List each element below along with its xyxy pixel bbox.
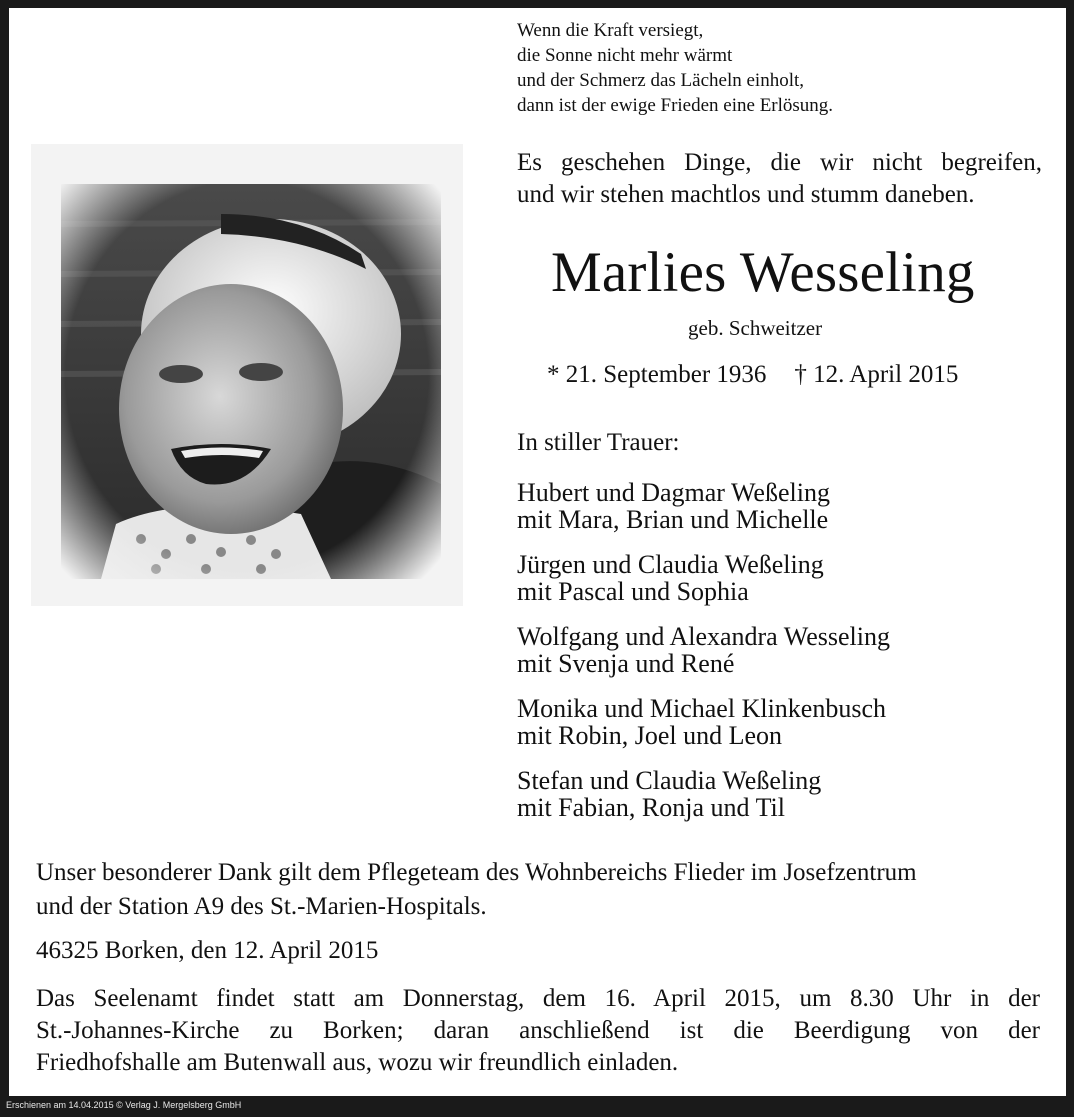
family-names: Monika und Michael Klinkenbusch	[517, 694, 886, 723]
family-names: Hubert und Dagmar Weßeling	[517, 478, 830, 507]
poem-line: die Sonne nicht mehr wärmt	[517, 45, 733, 66]
death-date: † 12. April 2015	[794, 361, 959, 388]
quote-line: Es geschehen Dinge, die wir nicht begreifen,	[517, 149, 1042, 176]
maiden-name: geb. Schweitzer	[688, 316, 823, 340]
poem-line: Wenn die Kraft versiegt,	[517, 20, 704, 41]
thanks-line: Unser besonderer Dank gilt dem Pflegeteam des Wohnbereichs Flieder im Josefzentrum	[36, 859, 917, 886]
family-entry	[517, 623, 890, 695]
thanks-text	[36, 856, 917, 924]
family-names: Stefan und Claudia Weßeling	[517, 766, 822, 795]
family-names: Jürgen und Claudia Weßeling	[517, 550, 824, 579]
deceased-name: Marlies Wesseling	[551, 241, 975, 304]
family-children: mit Mara, Brian und Michelle	[517, 505, 829, 534]
service-info	[36, 983, 1040, 1079]
service-line: St.-Johannes-Kirche zu Borken; daran anschließend ist die Beerdigung von der	[36, 1017, 1040, 1044]
family-entry	[517, 695, 890, 767]
opening-poem	[517, 18, 833, 118]
quote	[517, 147, 1042, 211]
family-entry	[517, 551, 890, 623]
service-line: Friedhofshalle am Butenwall aus, wozu wir freundlich einladen.	[36, 1049, 679, 1076]
poem-line: dann ist der ewige Frieden eine Erlösung.	[517, 95, 834, 116]
family-children: mit Pascal und Sophia	[517, 577, 749, 606]
life-dates	[547, 359, 958, 391]
service-line: Das Seelenamt findet statt am Donnerstag, dem 16. April 2015, um 8.30 Uhr in der	[36, 985, 1040, 1012]
family-entry	[517, 479, 890, 551]
publication-footer: Erschienen am 14.04.2015 © Verlag J. Mergelsberg GmbH	[6, 1100, 242, 1110]
portrait-image	[31, 144, 463, 606]
family-entry	[517, 767, 890, 839]
poem-line: und der Schmerz das Lächeln einholt,	[517, 70, 805, 91]
birth-date: * 21. September 1936	[547, 361, 767, 388]
quote-line: und wir stehen machtlos und stumm daneben.	[517, 181, 975, 208]
family-children: mit Svenja und René	[517, 649, 735, 678]
thanks-line: und der Station A9 des St.-Marien-Hospitals.	[36, 893, 487, 920]
mourning-heading: In stiller Trauer:	[517, 429, 680, 456]
family-names: Wolfgang und Alexandra Wesseling	[517, 622, 890, 651]
portrait-photo	[31, 144, 463, 606]
family-list	[517, 479, 890, 839]
place-date: 46325 Borken, den 12. April 2015	[36, 937, 379, 964]
family-children: mit Fabian, Ronja und Til	[517, 793, 785, 822]
family-children: mit Robin, Joel und Leon	[517, 721, 783, 750]
